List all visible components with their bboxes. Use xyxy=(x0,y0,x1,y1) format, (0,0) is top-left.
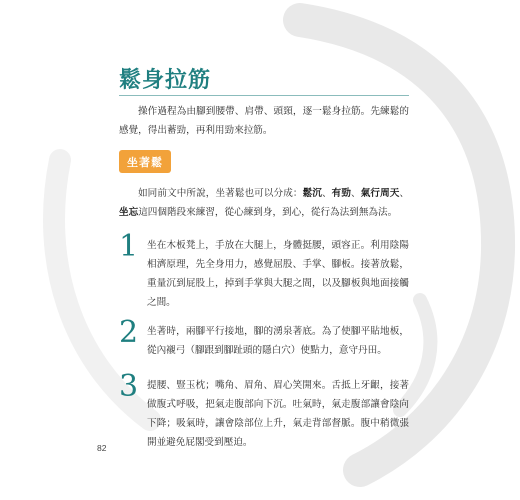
stage-term-4: 坐忘 xyxy=(119,207,139,218)
step-number: 2 xyxy=(119,315,139,350)
para-sep-2: 、 xyxy=(351,188,361,199)
body-paragraph xyxy=(119,184,409,222)
step-number: 1 xyxy=(119,229,139,264)
step-text: 提腰、豎玉枕；嘴角、眉角、眉心笑開來。舌抵上牙齦，接著做腹式呼吸，把氣走腹部向下沉。吐氣時，氣走腹部讓會陰向下降；吸氣時，讓會陰部位上升，氣走背部督脈。腹中稍微張開並避免屁閣受到壓迫。 xyxy=(147,380,409,448)
page-number: 82 xyxy=(97,443,107,453)
stage-term-1: 鬆沉 xyxy=(302,188,322,199)
para-sep-1: 、 xyxy=(321,188,332,199)
para-sep-3: 、 xyxy=(399,188,410,199)
stage-term-2: 有勁 xyxy=(331,188,352,199)
stage-term-3: 氣行周天 xyxy=(360,188,400,199)
chapter-title-area xyxy=(119,66,419,94)
para-text-1: 如同前文中所說，坐著鬆也可以分成： xyxy=(138,188,303,199)
intro-paragraph: 操作過程為由腳到腰帶、肩帶、頭頸，逐一鬆身拉筋。先練鬆的感覺，得出蓄勁，再利用勁來拉筋。 xyxy=(119,106,409,136)
section-heading: 坐著鬆 xyxy=(127,156,163,169)
para-text-2: 這四個階段來練習，從心練到身，到心，從行為法到無為法。 xyxy=(138,207,398,218)
title-underline xyxy=(119,95,409,96)
step-text: 坐著時，兩腳平行接地，腳的湧泉著底。為了使腳平貼地板，從內襯弓（腳跟到腳趾頭的隱白穴）使點力，意守丹田。 xyxy=(147,326,409,356)
step-number: 3 xyxy=(119,369,139,404)
section-heading-badge xyxy=(119,150,171,173)
chapter-title: 鬆身拉筋 xyxy=(119,67,212,93)
step-text: 坐在木板凳上，手放在大腿上，身體挺腰，頭容正。利用陰陽相濟原理，先全身用力，感覺屈股、手掌、腳板。接著放鬆，重量沉到屁股上，掉到手掌與大腿之間，以及腳板與地面接觸之間。 xyxy=(147,240,409,308)
